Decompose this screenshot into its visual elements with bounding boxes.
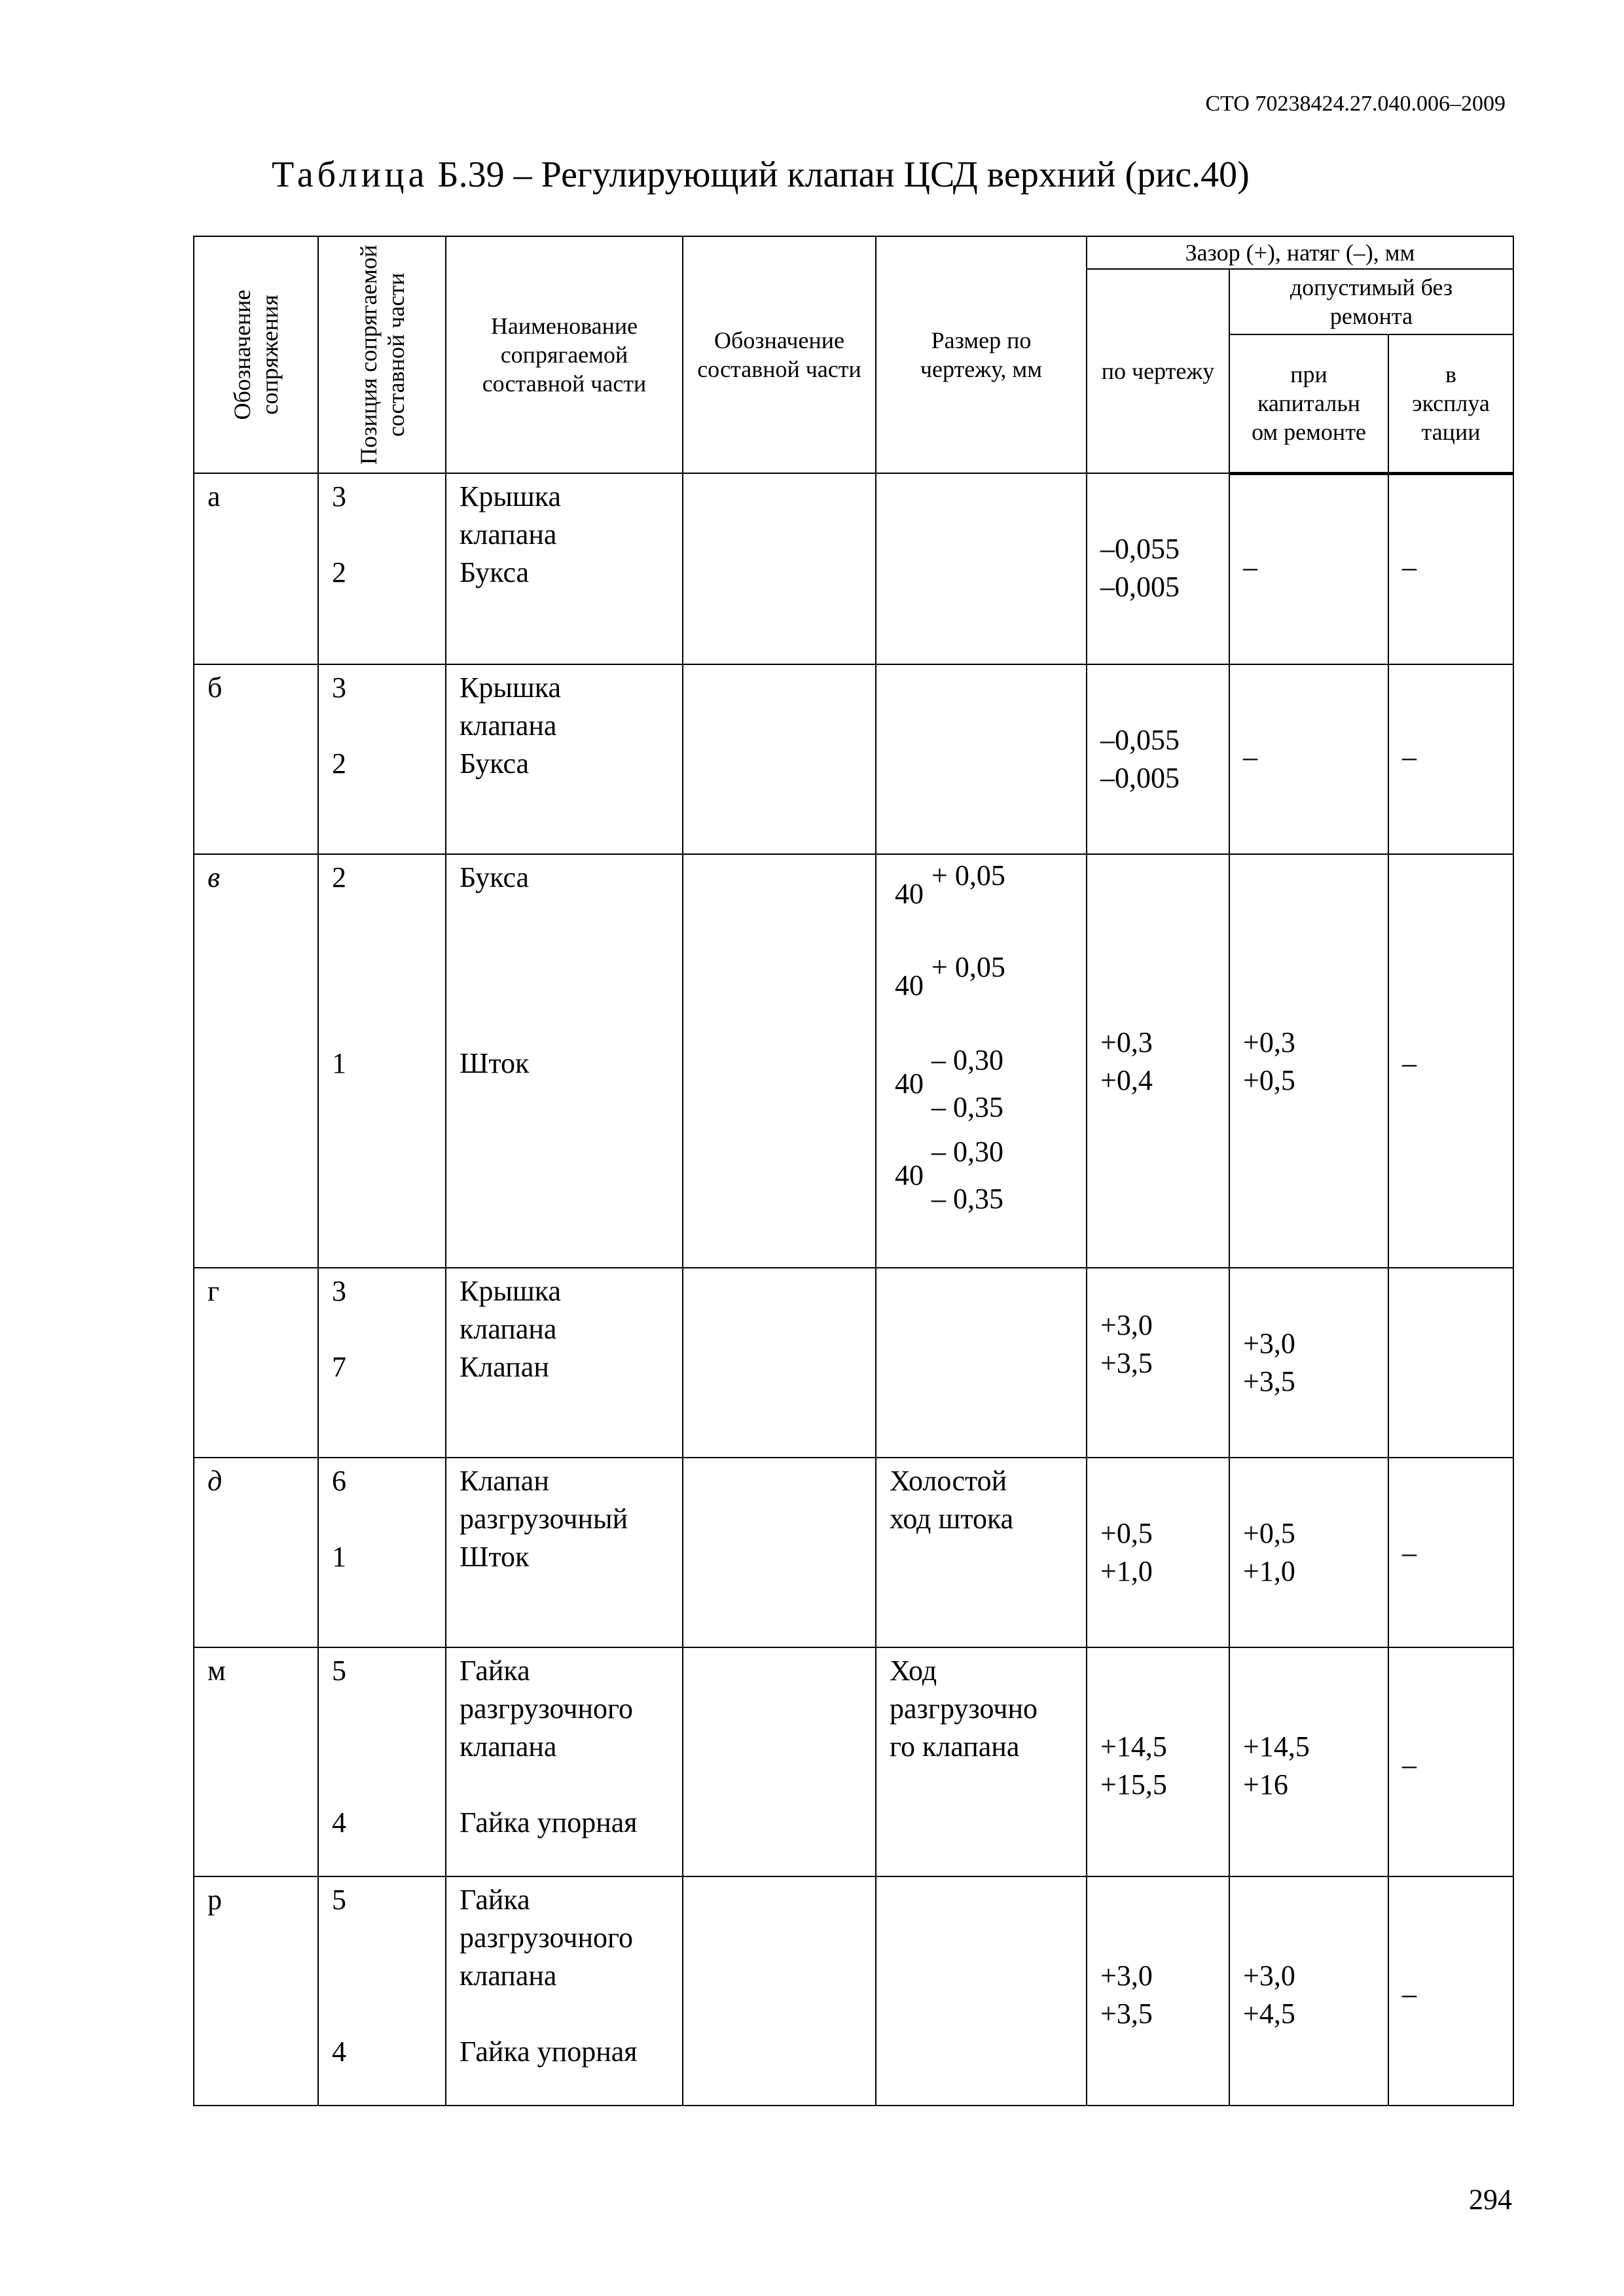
part-name-1-cont: разгрузочный <box>460 1502 628 1535</box>
capital-value-1: +0,5 <box>1243 1516 1295 1549</box>
drawing-value-2: +0,4 <box>1100 1064 1153 1096</box>
part-name-1: Клапан <box>460 1464 549 1497</box>
row-designation: м <box>208 1654 226 1687</box>
position-1: 5 <box>332 1654 346 1687</box>
drawing-value-2: –0,005 <box>1100 571 1180 603</box>
position-2: 1 <box>332 1047 346 1079</box>
size-text-2: разгрузочно <box>890 1692 1038 1725</box>
header-designation: Обозначение сопряжения <box>194 236 318 473</box>
row-designation: р <box>208 1883 222 1916</box>
drawing-value-1: +3,0 <box>1100 1959 1153 1992</box>
header-allowed-group: допустимый без ремонта <box>1229 269 1513 334</box>
drawing-value-2: +3,5 <box>1100 1997 1153 2030</box>
part-name-2: Клапан <box>460 1350 549 1383</box>
specification-table <box>193 236 1514 2106</box>
drawing-value-1: –0,055 <box>1100 533 1180 565</box>
drawing-value-1: –0,055 <box>1100 723 1180 756</box>
part-name-1: Гайка <box>460 1883 530 1916</box>
part-name-1: Гайка <box>460 1654 530 1687</box>
operation-value: – <box>1402 550 1416 583</box>
capital-value-2: +3,5 <box>1243 1365 1295 1397</box>
page-number: 294 <box>1469 2183 1512 2215</box>
capital-value-2: +1,0 <box>1243 1554 1295 1587</box>
part-name-2: Гайка упорная <box>460 1806 638 1839</box>
header-name: Наименование сопрягаемой составной части <box>446 236 683 473</box>
position-2: 2 <box>332 556 346 588</box>
size-text-1: Ход <box>890 1654 937 1687</box>
drawing-value-1: +3,0 <box>1100 1308 1153 1341</box>
capital-value-1: +3,0 <box>1243 1959 1295 1992</box>
drawing-value-2: –0,005 <box>1100 761 1180 794</box>
position-2: 4 <box>332 2035 346 2068</box>
table-row <box>194 1268 1513 1458</box>
size-text-3: го клапана <box>890 1730 1020 1763</box>
operation-value: – <box>1402 1748 1416 1781</box>
header-drawing-size: Размер по чертежу, мм <box>876 236 1087 473</box>
capital-value: – <box>1243 740 1257 773</box>
row-designation: д <box>208 1464 223 1497</box>
table-row <box>194 473 1513 664</box>
position-1: 3 <box>332 1274 346 1307</box>
header-operation: в эксплуа тации <box>1388 334 1513 473</box>
capital-value-2: +16 <box>1243 1768 1288 1801</box>
header-gap-group: Зазор (+), натяг (–), мм <box>1087 236 1513 269</box>
position-1: 3 <box>332 671 346 704</box>
capital-value-2: +0,5 <box>1243 1064 1295 1096</box>
table-title-prefix: Таблица <box>272 154 429 195</box>
drawing-value-1: +0,5 <box>1100 1516 1153 1549</box>
part-name-1-cont2: клапана <box>460 1959 557 1992</box>
position-1: 3 <box>332 480 346 512</box>
header-by-drawing: по чертежу <box>1087 269 1229 473</box>
header-position: Позиция сопрягаемой составной части <box>318 236 446 473</box>
drawing-value-2: +3,5 <box>1100 1346 1153 1379</box>
table-title-text: Б.39 – Регулирующий клапан ЦСД верхний (рис.40) <box>428 154 1250 195</box>
part-name-1-cont: клапана <box>460 1312 557 1345</box>
position-1: 5 <box>332 1883 346 1916</box>
capital-value-1: +3,0 <box>1243 1327 1295 1359</box>
position-2: 2 <box>332 747 346 780</box>
operation-value: – <box>1402 1047 1416 1079</box>
drawing-value-1: +14,5 <box>1100 1730 1167 1763</box>
operation-value: – <box>1402 740 1416 773</box>
drawing-value-1: +0,3 <box>1100 1026 1153 1058</box>
part-name-2: Букса <box>460 556 530 588</box>
part-name-1-cont: клапана <box>460 709 557 742</box>
position-2: 7 <box>332 1350 346 1383</box>
position-1: 6 <box>332 1464 346 1497</box>
row-designation: в <box>208 861 221 893</box>
position-2: 4 <box>332 1806 346 1839</box>
part-name-1: Крышка <box>460 671 562 704</box>
position-2: 1 <box>332 1540 346 1573</box>
part-name-1: Крышка <box>460 480 562 512</box>
part-name-2: Гайка упорная <box>460 2035 638 2068</box>
header-row-1 <box>194 236 1513 269</box>
part-name-1-cont: клапана <box>460 518 557 550</box>
table-row <box>194 1876 1513 2106</box>
table-row: в 2 1 Букса Шток 40 + 0,05 40 + 0,05 – 0,30 40 – 0,35 – 0,30 40 – 0,35 +0,3 +0,4 +0,3 +0,5 – <box>194 854 1513 1268</box>
position-1: 2 <box>332 861 346 893</box>
part-name-1: Букса <box>460 861 530 893</box>
size-text-2: ход штока <box>890 1502 1014 1535</box>
size-text-1: Холостой <box>890 1464 1007 1497</box>
part-name-1-cont: разгрузочного <box>460 1921 633 1954</box>
table-title <box>272 154 1250 196</box>
row-designation: б <box>208 671 223 704</box>
table-row <box>194 664 1513 854</box>
table-row <box>194 1458 1513 1647</box>
capital-value-1: +0,3 <box>1243 1026 1295 1058</box>
capital-value-1: +14,5 <box>1243 1730 1310 1763</box>
drawing-value-2: +1,0 <box>1100 1554 1153 1587</box>
header-capital-repair: при капитальн ом ремонте <box>1229 334 1388 473</box>
part-name-2: Букса <box>460 747 530 780</box>
row-designation: а <box>208 480 221 512</box>
operation-value: – <box>1402 1536 1416 1569</box>
capital-value: – <box>1243 550 1257 583</box>
drawing-value-2: +15,5 <box>1100 1768 1167 1801</box>
capital-value-2: +4,5 <box>1243 1997 1295 2030</box>
header-part-designation: Обозначение составной части <box>683 236 876 473</box>
part-name-1-cont: разгрузочного <box>460 1692 633 1725</box>
part-name-2: Шток <box>460 1540 530 1573</box>
row-designation: г <box>208 1274 220 1307</box>
part-name-1: Крышка <box>460 1274 562 1307</box>
operation-value: – <box>1402 1977 1416 2010</box>
table-row <box>194 1647 1513 1876</box>
part-name-1-cont2: клапана <box>460 1730 557 1763</box>
part-name-2: Шток <box>460 1047 530 1079</box>
standard-code: СТО 70238424.27.040.006–2009 <box>1205 92 1506 116</box>
